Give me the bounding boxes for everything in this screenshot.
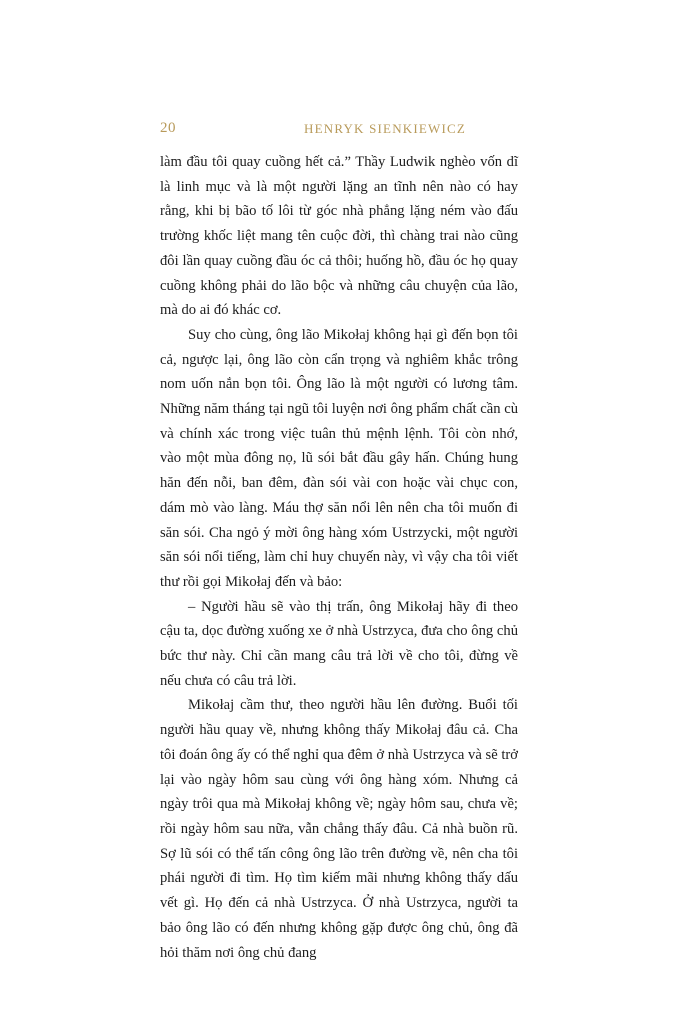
paragraph-dialogue: – Người hầu sẽ vào thị trấn, ông Mikołaj hãy đi theo cậu ta, dọc đường xuống xe ở nhà Ustrzyca, đưa cho ông chủ bức thư này. Chỉ cần mang câu trả lời về cho tôi, đừng về nếu chưa có câu trả lời. <box>160 598 518 689</box>
paragraph: Suy cho cùng, ông lão Mikołaj không hại gì đến bọn tôi cả, ngược lại, ông lão còn cẩn trọng và nghiêm khắc trông nom uốn nắn bọn tôi. Ông lão là một người có lương tâm. Những năm tháng tại ngũ tôi luyện nơi ông phẩm chất cần cù và chính xác trong việc tuân thủ mệnh lệnh. Tôi còn nhớ, vào một mùa đông nọ, lũ sói bắt đầu gây hấn. Chúng hung hăn đến nỗi, ban đêm, đàn sói vài con hoặc vài chục con, dám mò vào làng. Máu thợ săn nổi lên nên cha tôi muốn đi săn sói. Cha ngỏ ý mời ông hàng xóm Ustrzycki, một người săn sói nổi tiếng, làm chỉ huy chuyến này, vì vậy cha tôi viết thư rồi gọi Mikołaj đến và bảo: <box>160 326 518 590</box>
paragraph-continued: làm đầu tôi quay cuồng hết cả.” Thầy Ludwik nghèo vốn dĩ là linh mục và là một người lặng an tĩnh nên nào có hay rằng, khi bị bão tố lôi từ góc nhà phẳng lặng ném vào đấu trường khốc liệt mang tên cuộc đời, thì chàng trai nào cũng đôi lần quay cuồng đầu óc cả thôi; huống hồ, đầu óc họ quay cuồng không phải do lão bộc và những câu chuyện của lão, mà do ai đó khác cơ. <box>160 154 518 319</box>
body-text <box>160 150 518 965</box>
paragraph: Mikołaj cầm thư, theo người hầu lên đường. Buổi tối người hầu quay về, nhưng không thấy Mikołaj đâu cả. Cha tôi đoán ông ấy có thể nghỉ qua đêm ở nhà Ustrzyca và sẽ trở lại vào ngày hôm sau cùng với ông hàng xóm. Nhưng cả ngày trôi qua mà Mikołaj không về; ngày hôm sau, chưa về; rồi ngày hôm sau nữa, vẫn chẳng thấy đâu. Cả nhà buồn rũ. Sợ lũ sói có thể tấn công ông lão trên đường về, nên cha tôi phái người đi tìm. Họ tìm kiếm mãi nhưng không thấy dấu vết gì. Họ đến cả nhà Ustrzyca. Ở nhà Ustrzyca, người ta bảo ông lão có đến nhưng không gặp được ông chủ, ông đã hỏi thăm nơi ông chủ đang <box>160 697 518 961</box>
running-head <box>160 120 520 140</box>
page-number: 20 <box>160 120 176 136</box>
book-author: HENRYK SIENKIEWICZ <box>304 121 467 136</box>
